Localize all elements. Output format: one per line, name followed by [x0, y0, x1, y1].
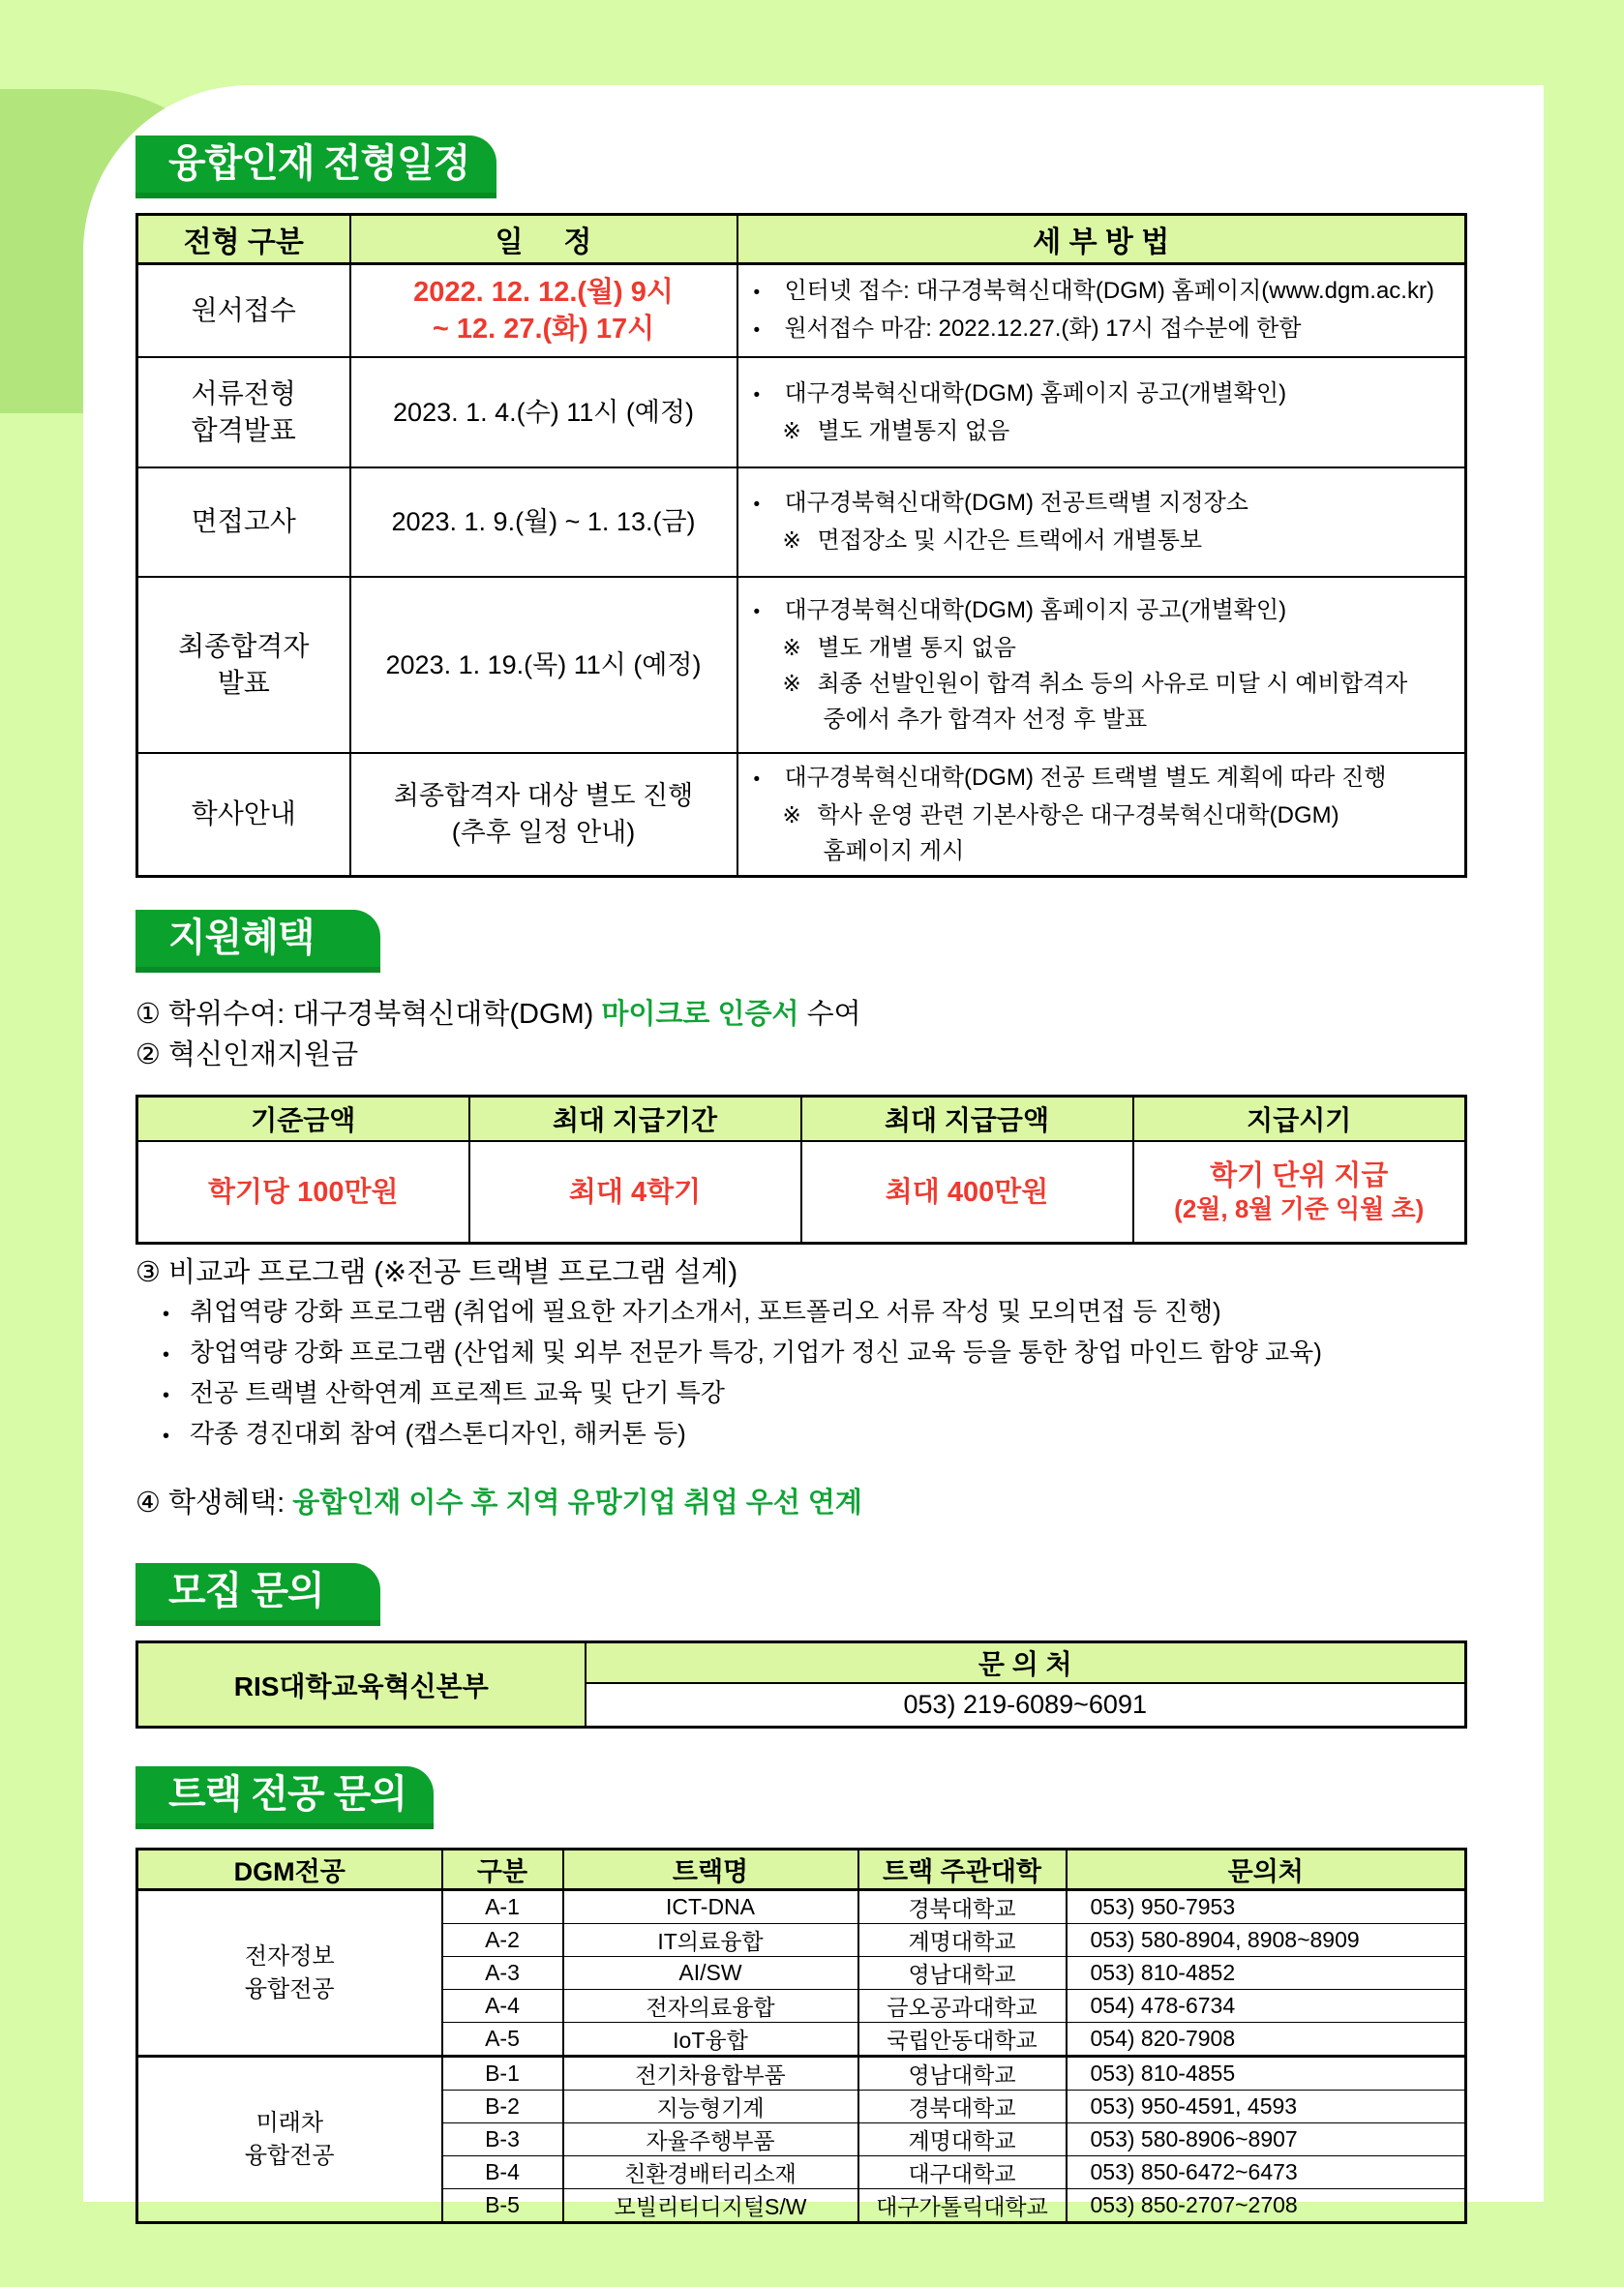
schedule-table: [135, 213, 1467, 878]
schedule-detail-line: [738, 592, 1465, 630]
schedule-detail-line: [738, 666, 1465, 702]
track-major-cell: [137, 2057, 442, 2223]
track-table-body: [137, 1890, 1466, 2223]
schedule-date-cell: [350, 753, 737, 877]
benefit-item-degree-highlight: 마이크로 인증서: [601, 999, 799, 1030]
fund-value-line: (2월, 8월 기준 익월 초): [1174, 1194, 1425, 1223]
track-col-header: 구분: [442, 1850, 563, 1890]
track-university-cell: 경북대학교: [858, 2091, 1067, 2123]
schedule-category-line: 학사안내: [191, 798, 296, 829]
track-university-cell: 계명대학교: [858, 1924, 1067, 1957]
track-university-cell: 국립안동대학교: [858, 2023, 1067, 2057]
detail-text: 대구경북혁신대학(DGM) 홈페이지 공고(개별확인): [784, 596, 1287, 623]
fund-table-body: [137, 1141, 1466, 1244]
detail-marker: ※: [782, 634, 801, 660]
bullet-marker: •: [163, 1344, 170, 1366]
schedule-row: [137, 467, 1466, 577]
schedule-date-line: 2023. 1. 9.(월) ~ 1. 13.(금): [391, 507, 696, 536]
schedule-date-line: ~ 12. 27.(화) 17시: [432, 313, 655, 345]
contact-header-row: [137, 1642, 1466, 1684]
track-university-cell: 경북대학교: [858, 1890, 1067, 1924]
recruit-contact-table: [135, 1640, 1467, 1729]
detail-text: 대구경북혁신대학(DGM) 전공 트랙별 별도 계획에 따라 진행: [784, 764, 1387, 791]
fund-value-row: [137, 1141, 1466, 1244]
schedule-category-cell: [137, 264, 350, 357]
detail-marker: •: [753, 384, 761, 406]
fund-value-cell: [137, 1141, 469, 1244]
track-name-cell: 전자의료융합: [563, 1990, 858, 2023]
program-bullet-item: [135, 1334, 1544, 1374]
schedule-date-cell: [350, 577, 737, 753]
schedule-row: [137, 577, 1466, 753]
detail-marker: ※: [782, 670, 801, 696]
track-contact-cell: 054) 478-6734: [1067, 1990, 1466, 2023]
schedule-date-line: 2023. 1. 4.(수) 11시 (예정): [393, 397, 694, 427]
track-name-cell: 전기차융합부품: [563, 2057, 858, 2091]
schedule-detail-line: [738, 376, 1465, 413]
schedule-row: [137, 357, 1466, 467]
track-contact-cell: 053) 950-4591, 4593: [1067, 2091, 1466, 2123]
fund-value-cell: [469, 1141, 801, 1244]
schedule-date-line: 2022. 12. 12.(월) 9시: [413, 276, 674, 308]
schedule-category-cell: [137, 467, 350, 577]
track-contact-cell: 053) 850-6472~6473: [1067, 2156, 1466, 2189]
track-contact-cell: 053) 580-8906~8907: [1067, 2123, 1466, 2156]
track-name-cell: 지능형기계: [563, 2091, 858, 2123]
schedule-category-cell: [137, 753, 350, 877]
benefit-item-student-text: ④ 학생혜택:: [135, 1488, 293, 1519]
detail-text: 학사 운영 관련 기본사항은 대구경북혁신대학(DGM): [817, 801, 1339, 828]
schedule-details-cell: [737, 577, 1466, 753]
detail-text: 별도 개별통지 없음: [817, 417, 1010, 444]
schedule-details-cell: [737, 753, 1466, 877]
schedule-category-line: 발표: [217, 667, 270, 698]
bullet-text: 창업역량 강화 프로그램 (산업체 및 외부 전문가 특강, 기업가 정신 교육 등을 통한 창업 마인드 함양 교육): [190, 1338, 1322, 1367]
program-bullet-item: [135, 1374, 1544, 1415]
track-code-cell: A-5: [442, 2023, 563, 2057]
track-code-cell: B-4: [442, 2156, 563, 2189]
schedule-row: [137, 753, 1466, 877]
track-code-cell: B-1: [442, 2057, 563, 2091]
track-row: [137, 2057, 1466, 2091]
track-code-cell: A-3: [442, 1957, 563, 1990]
schedule-details-cell: [737, 467, 1466, 577]
track-name-cell: ICT-DNA: [563, 1890, 858, 1924]
schedule-detail-line: [738, 485, 1465, 523]
benefit-item-student-highlight: 융합인재 이수 후 지역 유망기업 취업 우선 연계: [292, 1488, 862, 1519]
track-code-cell: B-3: [442, 2123, 563, 2156]
schedule-category-line: 합격발표: [191, 414, 296, 445]
track-col-header: 문의처: [1067, 1850, 1466, 1890]
schedule-detail-line: [738, 702, 1465, 737]
schedule-details-cell: [737, 264, 1466, 357]
track-contact-cell: 053) 810-4855: [1067, 2057, 1466, 2091]
track-name-cell: 자율주행부품: [563, 2123, 858, 2156]
schedule-date-line: 최종합격자 대상 별도 진행: [393, 781, 694, 811]
schedule-detail-line: [738, 311, 1465, 348]
contact-phone-cell: 053) 219-6089~6091: [586, 1683, 1466, 1728]
schedule-col-header: 세 부 방 법: [737, 215, 1466, 264]
bullet-text: 전공 트랙별 산학연계 프로젝트 교육 및 단기 특강: [190, 1378, 725, 1407]
track-col-header: 트랙 주관대학: [858, 1850, 1067, 1890]
track-contact-cell: 053) 950-7953: [1067, 1890, 1466, 1924]
schedule-table-head: [137, 215, 1466, 264]
track-code-cell: A-4: [442, 1990, 563, 2023]
program-bullet-item: [135, 1415, 1544, 1456]
section-badge-schedule: 융합인재 전형일정: [135, 135, 496, 198]
benefit-item-student: [135, 1483, 1544, 1523]
track-university-cell: 대구가톨릭대학교: [858, 2189, 1067, 2223]
detail-text: 최종 선발인원이 합격 취소 등의 사유로 미달 시 예비합격자: [817, 670, 1408, 697]
fund-col-header: 최대 지급금액: [801, 1097, 1133, 1142]
schedule-date-cell: [350, 264, 737, 357]
detail-text: 대구경북혁신대학(DGM) 전공트랙별 지정장소: [784, 490, 1248, 516]
track-contact-cell: 054) 820-7908: [1067, 2023, 1466, 2057]
track-major-line: 전자정보: [244, 1942, 335, 1970]
track-code-cell: A-2: [442, 1924, 563, 1957]
fund-value-line: 최대 400만원: [885, 1176, 1049, 1208]
schedule-detail-line: [738, 413, 1465, 449]
track-code-cell: B-2: [442, 2091, 563, 2123]
detail-marker: •: [753, 282, 761, 303]
contact-org-cell: RIS대학교육혁신본부: [137, 1642, 586, 1728]
detail-text: 원서접수 마감: 2022.12.27.(화) 17시 접수분에 한함: [784, 315, 1302, 342]
schedule-col-header: 전형 구분: [137, 215, 350, 264]
detail-text: 대구경북혁신대학(DGM) 홈페이지 공고(개별확인): [784, 379, 1287, 406]
benefit-item-degree: [135, 994, 1544, 1035]
track-col-header: 트랙명: [563, 1850, 858, 1890]
bullet-text: 취업역량 강화 프로그램 (취업에 필요한 자기소개서, 포트폴리오 서류 작성 및 모의면접 등 진행): [190, 1297, 1221, 1326]
fund-table: [135, 1095, 1467, 1245]
schedule-col-header: 일 정: [350, 215, 737, 264]
bullet-marker: •: [163, 1385, 170, 1406]
detail-marker: •: [753, 319, 761, 341]
track-name-cell: 모빌리티디지털S/W: [563, 2189, 858, 2223]
section-badge-track-contact: 트랙 전공 문의: [135, 1766, 434, 1829]
schedule-category-line: 원서접수: [191, 294, 296, 325]
schedule-details-cell: [737, 357, 1466, 467]
program-bullet-item: [135, 1293, 1544, 1334]
schedule-date-cell: [350, 467, 737, 577]
detail-marker: ※: [782, 527, 801, 553]
fund-col-header: 지급시기: [1133, 1097, 1466, 1142]
schedule-category-line: 면접고사: [191, 506, 296, 536]
benefit-item-degree-text: ① 학위수여: 대구경북혁신대학(DGM): [135, 999, 602, 1030]
track-contact-cell: 053) 850-2707~2708: [1067, 2189, 1466, 2223]
schedule-date-line: 2023. 1. 19.(목) 11시 (예정): [385, 649, 702, 679]
track-name-cell: 친환경배터리소재: [563, 2156, 858, 2189]
schedule-date-cell: [350, 357, 737, 467]
section-badge-recruit-contact: 모집 문의: [135, 1563, 380, 1626]
fund-value-line: 학기당 100만원: [207, 1176, 399, 1208]
track-contact-cell: 053) 580-8904, 8908~8909: [1067, 1924, 1466, 1957]
schedule-header-row: [137, 215, 1466, 264]
fund-col-header: 최대 지급기간: [469, 1097, 801, 1142]
track-university-cell: 대구대학교: [858, 2156, 1067, 2189]
track-name-cell: AI/SW: [563, 1957, 858, 1990]
bullet-marker: •: [163, 1304, 170, 1325]
contact-col-header: 문 의 처: [586, 1642, 1466, 1684]
detail-marker: •: [753, 601, 761, 622]
schedule-detail-line: [738, 523, 1465, 558]
schedule-category-cell: [137, 577, 350, 753]
benefit-item-program: ③ 비교과 프로그램 (※전공 트랙별 프로그램 설계): [135, 1257, 738, 1288]
track-row: [137, 1890, 1466, 1924]
schedule-category-line: 최종합격자: [178, 630, 310, 661]
detail-marker: ※: [782, 417, 801, 443]
section-badge-benefits: 지원혜택: [135, 910, 380, 973]
detail-text: 별도 개별 통지 없음: [817, 634, 1016, 661]
schedule-detail-line: [738, 630, 1465, 666]
fund-header-row: [137, 1097, 1466, 1142]
schedule-detail-line: [738, 833, 1465, 869]
track-name-cell: IT의료융합: [563, 1924, 858, 1957]
track-major-line: 융합전공: [244, 2142, 335, 2169]
detail-text: 면접장소 및 시간은 트랙에서 개별통보: [817, 527, 1203, 554]
benefit-item-degree-suffix: 수여: [798, 999, 861, 1030]
schedule-detail-line: [738, 273, 1465, 311]
bullet-marker: •: [163, 1426, 170, 1447]
track-code-cell: A-1: [442, 1890, 563, 1924]
fund-value-cell: [1133, 1141, 1466, 1244]
detail-text: 인터넷 접수: 대구경북혁신대학(DGM) 홈페이지(www.dgm.ac.kr): [784, 277, 1434, 304]
fund-table-head: [137, 1097, 1466, 1142]
detail-marker: •: [753, 495, 761, 515]
schedule-category-line: 서류전형: [191, 377, 296, 408]
schedule-date-line: (추후 일정 안내): [451, 818, 636, 848]
track-table: [135, 1848, 1467, 2224]
track-university-cell: 영남대학교: [858, 1957, 1067, 1990]
schedule-category-cell: [137, 357, 350, 467]
track-name-cell: IoT융합: [563, 2023, 858, 2057]
detail-marker: ※: [782, 801, 801, 828]
schedule-detail-line: [738, 797, 1465, 833]
track-table-head: [137, 1850, 1466, 1890]
benefit-item-fund: ② 혁신인재지원금: [135, 1039, 359, 1070]
fund-value-line: 학기 단위 지급: [1210, 1160, 1389, 1191]
fund-value-line: 최대 4학기: [568, 1176, 702, 1208]
detail-marker: •: [753, 768, 761, 790]
program-bullet-list: [135, 1293, 1544, 1456]
schedule-detail-line: [738, 760, 1465, 797]
track-code-cell: B-5: [442, 2189, 563, 2223]
track-university-cell: 계명대학교: [858, 2123, 1067, 2156]
track-col-header: DGM전공: [137, 1850, 442, 1890]
schedule-table-body: [137, 264, 1466, 877]
track-university-cell: 금오공과대학교: [858, 1990, 1067, 2023]
detail-text: 중에서 추가 합격자 선정 후 발표: [823, 706, 1148, 733]
content-panel: [83, 85, 1544, 2219]
track-university-cell: 영남대학교: [858, 2057, 1067, 2091]
bullet-text: 각종 경진대회 참여 (캡스톤디자인, 해커톤 등): [190, 1419, 686, 1448]
fund-col-header: 기준금액: [137, 1097, 469, 1142]
track-contact-cell: 053) 810-4852: [1067, 1957, 1466, 1990]
track-major-cell: [137, 1890, 442, 2057]
schedule-row: [137, 264, 1466, 357]
fund-value-cell: [801, 1141, 1133, 1244]
detail-text: 홈페이지 게시: [823, 837, 965, 864]
track-major-line: 융합전공: [244, 1975, 335, 2002]
track-major-line: 미래차: [256, 2109, 324, 2136]
track-header-row: [137, 1850, 1466, 1890]
